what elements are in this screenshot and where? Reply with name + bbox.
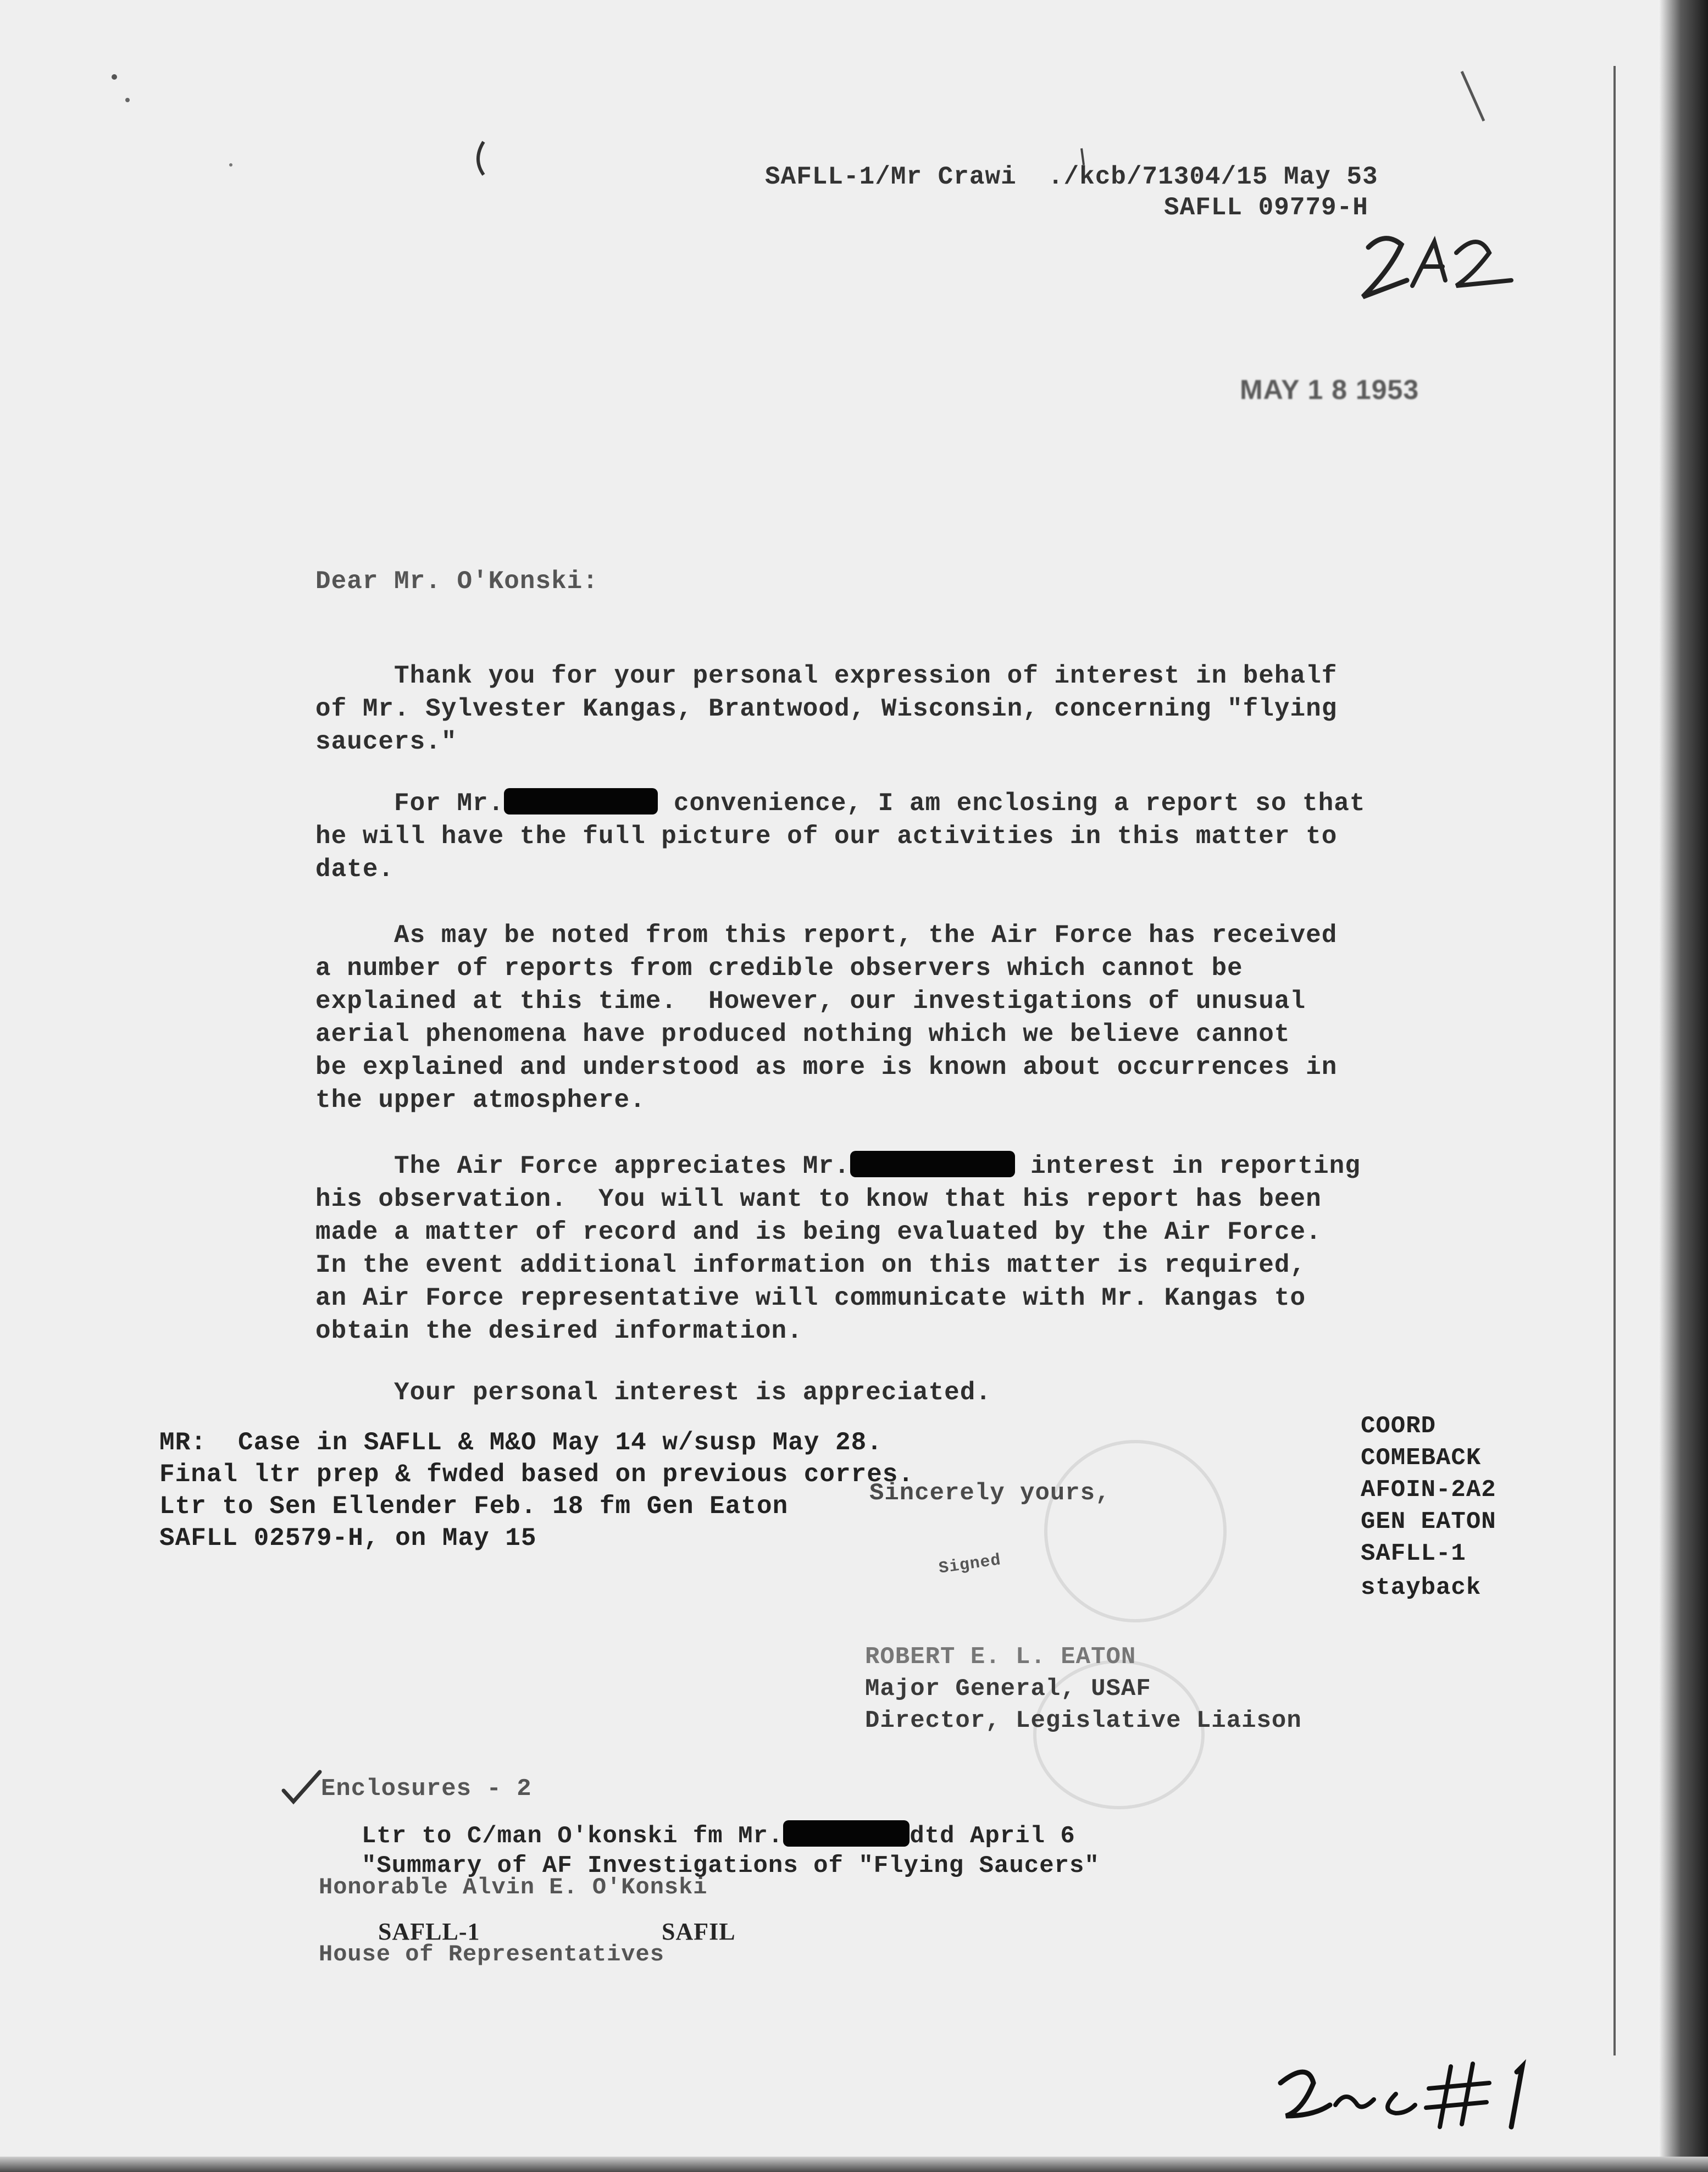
enclosure-item-2: "Summary of AF Investigations of "Flying Saucers" xyxy=(362,1852,1100,1880)
paragraph-5: Your personal interest is appreciated. xyxy=(315,1378,991,1407)
enclosure-item-1: Ltr to C/man O'konski fm Mr. dtd April 6 xyxy=(362,1820,1075,1852)
redaction-bar xyxy=(504,788,658,815)
memo-note-line-4: SAFLL 02579-H, on May 15 xyxy=(159,1524,537,1553)
paragraph-2-line-3: date. xyxy=(315,855,395,884)
checkmark-icon xyxy=(279,1769,323,1807)
faint-stamp-impression xyxy=(1044,1440,1227,1622)
memo-note-line-1: MR: Case in SAFLL & M&O May 14 w/susp May 28. xyxy=(159,1428,883,1457)
routing-right: SAFIL xyxy=(662,1918,736,1945)
paragraph-3-line-4: aerial phenomena have produced nothing which we believe cannot xyxy=(315,1020,1290,1049)
signature-title: Major General, USAF xyxy=(865,1675,1151,1703)
memo-note-line-2: Final ltr prep & fwded based on previous corres. xyxy=(159,1460,914,1489)
coord-line-2: COMEBACK xyxy=(1361,1444,1482,1472)
coord-line-4: GEN EATON xyxy=(1361,1508,1496,1536)
paragraph-1-line-2: of Mr. Sylvester Kangas, Brantwood, Wisconsin, concerning "flying xyxy=(315,695,1338,723)
redaction-bar xyxy=(850,1151,1015,1177)
paragraph-3-line-3: explained at this time. However, our investigations of unusual xyxy=(315,987,1306,1016)
signed-mark: Signed xyxy=(938,1551,1002,1578)
paragraph-4-line-6: obtain the desired information. xyxy=(315,1317,803,1345)
coord-line-6: stayback xyxy=(1361,1574,1482,1602)
paragraph-1-line-1: Thank you for your personal expression of interest in behalf xyxy=(315,662,1338,690)
salutation: Dear Mr. O'Konski: xyxy=(315,567,598,596)
coord-line-3: AFOIN-2A2 xyxy=(1361,1476,1496,1504)
handwritten-file-number xyxy=(1352,220,1517,319)
memo-note-line-3: Ltr to Sen Ellender Feb. 18 fm Gen Eaton xyxy=(159,1492,789,1521)
paragraph-4-line-2: his observation. You will want to know that his report has been xyxy=(315,1185,1322,1214)
closing: Sincerely yours, xyxy=(869,1480,1111,1507)
enclosures-heading: Enclosures - 2 xyxy=(321,1775,532,1803)
signature-office: Director, Legislative Liaison xyxy=(865,1707,1302,1735)
paragraph-2-line-1: For Mr. convenience, I am enclosing a report so that xyxy=(315,789,1366,818)
paragraph-4-line-4: In the event additional information on this matter is required, xyxy=(315,1251,1306,1279)
received-date-stamp: MAY 1 8 1953 xyxy=(1240,374,1419,405)
paragraph-4-line-1: The Air Force appreciates Mr. interest in reporting xyxy=(315,1152,1361,1181)
addressee-office: House of Representatives xyxy=(319,1941,664,1968)
paragraph-1-line-3: saucers." xyxy=(315,728,457,756)
addressee-name: Honorable Alvin E. O'Konski xyxy=(319,1874,708,1901)
redaction-bar xyxy=(783,1820,910,1847)
paragraph-3-line-2: a number of reports from credible observers which cannot be xyxy=(315,954,1243,983)
paragraph-3-line-6: the upper atmosphere. xyxy=(315,1086,646,1115)
paragraph-2-line-2: he will have the full picture of our activities in this matter to xyxy=(315,822,1338,851)
reference-line-2: SAFLL 09779-H xyxy=(1164,193,1368,222)
paragraph-3-line-5: be explained and understood as more is known about occurrences in xyxy=(315,1053,1338,1082)
routing-left: SAFLL-1 xyxy=(378,1918,480,1945)
paragraph-4-line-5: an Air Force representative will communicate with Mr. Kangas to xyxy=(315,1284,1306,1312)
handwritten-inclosure-mark xyxy=(1264,2050,1572,2143)
paragraph-3-line-1: As may be noted from this report, the Air Force has received xyxy=(315,921,1338,950)
signature-name: ROBERT E. L. EATON xyxy=(865,1643,1136,1671)
reference-line-1: SAFLL-1/Mr Crawi ./kcb/71304/15 May 53 xyxy=(765,163,1378,191)
coord-line-1: COORD xyxy=(1361,1412,1437,1440)
coord-line-5: SAFLL-1 xyxy=(1361,1540,1466,1567)
paragraph-4-line-3: made a matter of record and is being evaluated by the Air Force. xyxy=(315,1218,1322,1246)
